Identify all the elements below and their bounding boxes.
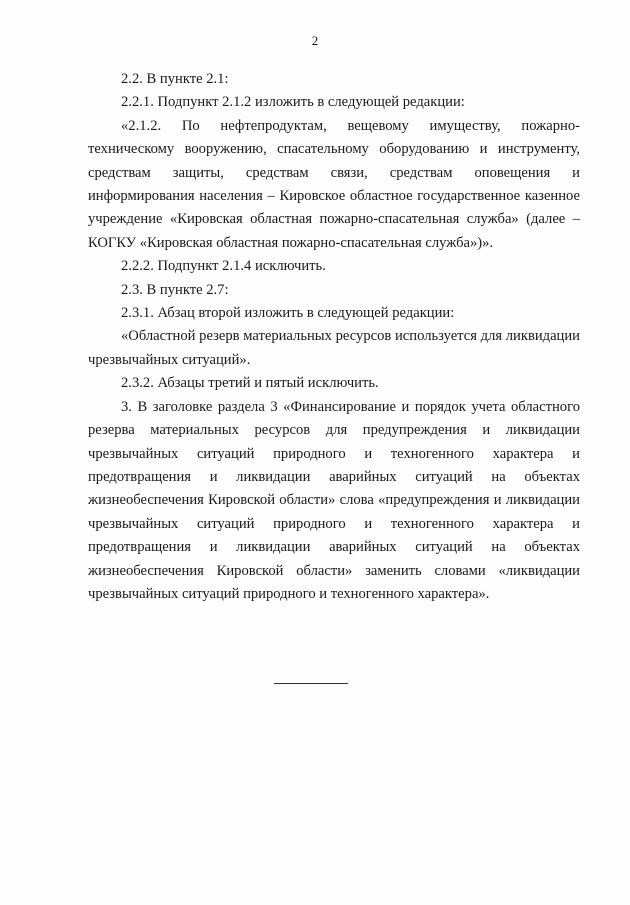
document-body bbox=[88, 68, 580, 606]
paragraph-2-2: 2.2. В пункте 2.1: bbox=[121, 71, 229, 87]
paragraph-2-1-2-quote: «2.1.2. По нефтепродуктам, вещевому имуществу, пожарно-техническому вооружению, спасательному оборудованию и инструменту, средствам защиты, средствам связи, средствам оповещения и информирования населения – Кировское областное государственное казенное учреждение «Кировская областная пожарно-спасательная служба» (далее – КОГКУ «Кировская областная пожарно-спасательная служба»)». bbox=[88, 117, 580, 251]
paragraph-2-2-2: 2.2.2. Подпункт 2.1.4 исключить. bbox=[121, 258, 326, 275]
paragraph-2-3-1: 2.3.1. Абзац второй изложить в следующей редакции: bbox=[121, 305, 455, 322]
page-number: 2 bbox=[311, 33, 319, 48]
paragraph-3: 3. В заголовке раздела 3 «Финансирование и порядок учета областного резерва материальных ресурсов для предупреждения и ликвидации чрезвычайных ситуаций природного и техногенного характера и предотвращения и ликвидации аварийных ситуаций на объектах жизнеобеспечения Кировской области» слова «предупреждения и ликвидации чрезвычайных ситуаций природного и техногенного характера и предотвращения и ликвидации аварийных ситуаций на объектах жизнеобеспечения Кировской области» заменить словами «ликвидации чрезвычайных ситуаций природного и техногенного характера». bbox=[88, 398, 580, 602]
end-divider-line bbox=[274, 683, 348, 684]
paragraph-2-3: 2.3. В пункте 2.7: bbox=[121, 281, 229, 298]
paragraph-2-3-2: 2.3.2. Абзацы третий и пятый исключить. bbox=[121, 375, 379, 392]
paragraph-2-2-1: 2.2.1. Подпункт 2.1.2 изложить в следующей редакции: bbox=[121, 94, 465, 111]
paragraph-reserve-quote: «Областной резерв материальных ресурсов используется для ликвидации чрезвычайных ситуаций». bbox=[88, 328, 580, 368]
